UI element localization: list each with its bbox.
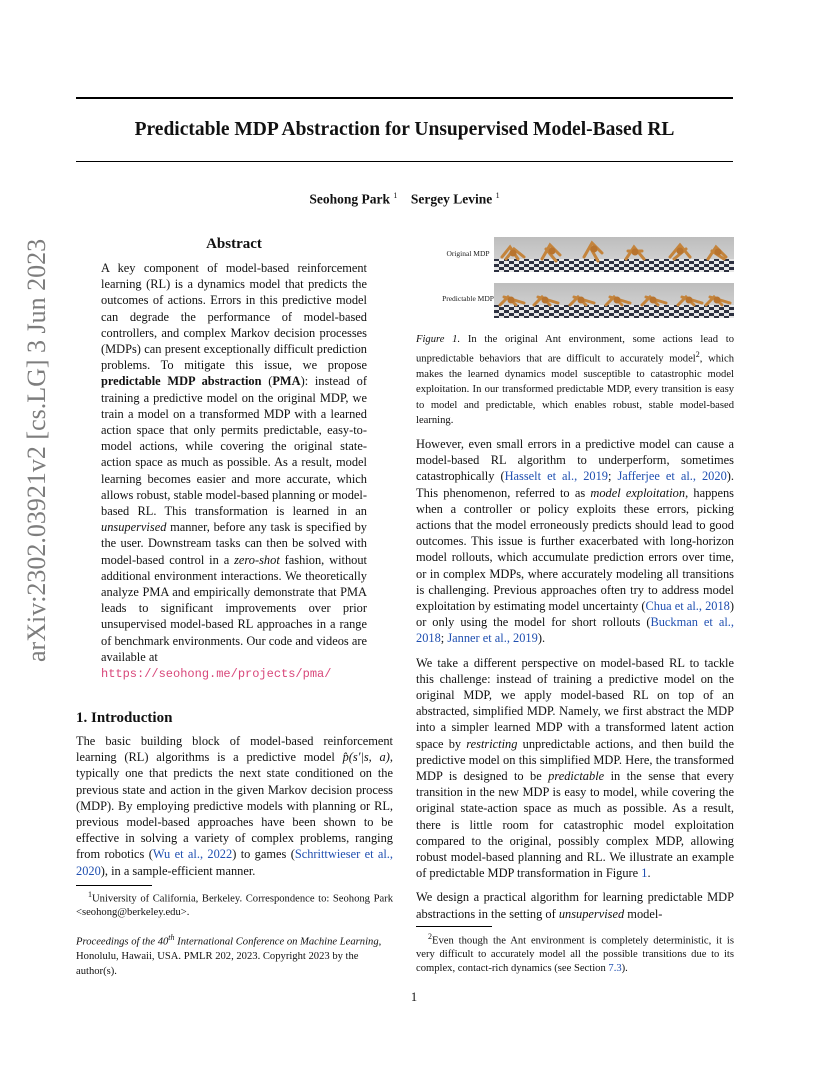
footnote-rule <box>416 926 492 927</box>
section-ref-link[interactable]: 7.3 <box>608 962 622 974</box>
author-affiliation-mark: 1 <box>495 191 500 200</box>
figure-caption: Figure 1. In the original Ant environment, some actions lead to unpredictable behaviors that are difficult to accurately model$^2$, which makes the learned dynamics model susceptible to catastrophic model exploitation. In our transformed predictable MDP, every transition is easy to model and predictable, which enables robust, stable model-based learning. <box>416 334 734 427</box>
paper-title: Predictable MDP Abstraction for Unsupervised Model-Based RL <box>134 119 675 140</box>
abstract-heading: Abstract <box>206 236 262 252</box>
paragraph: We take a different perspective on model-based RL to tackle this challenge: instead of training a predictive model on the original MDP, we apply model-based RL on top of an abstracted, simplified MDP. Namely, we first abstract the MDP into a simpler learned MDP with a transformed latent action space by restricting unpredictable actions, and then build the predictive model on this simplified MDP. Here, the transformed MDP is designed to be predictable in the sense that every transition in the new MDP is easy to model, while covering the original state-action space as much as possible. As a result, there is little room for catastrophic model exploitation compared to the original, possibly complex MDP, allowing robust model-based planning and RL. We illustrate an example of predictable MDP transformation in Figure 1. <box>416 655 734 881</box>
author-name: Sergey Levine <box>410 191 493 207</box>
footnote-rule <box>76 885 152 886</box>
ant-predictable-image <box>494 283 734 318</box>
math-predictive-model: p̂(s′|s, a) <box>342 750 390 765</box>
title-bottom-rule <box>76 161 733 162</box>
citation-link[interactable]: Jafferjee et al., 2020 <box>617 469 727 484</box>
figure-label-predictable: Predictable MDP <box>442 294 494 303</box>
footnote-ref[interactable]: 2 <box>695 350 700 360</box>
proceedings-note: Proceedings of the 40th International Conference on Machine Learning, Honolulu, Hawaii, USA. PMLR 202, 2023. Copyright 2023 by the author(s). <box>76 933 382 977</box>
footnote-ant: $^2$Even though the Ant environment is completely deterministic, it is very difficult to accurately model all the possible transitions due to its complex, contact-rich dynamics (see Section 7.3). <box>416 932 734 974</box>
author-affiliation-mark: 1 <box>393 191 398 200</box>
project-url-link[interactable]: https://seohong.me/projects/pma/ <box>101 667 332 682</box>
ant-original-image <box>494 237 734 272</box>
paragraph: However, even small errors in a predictive model can cause a model-based RL algorithm to underperform, sometimes catastrophically (Hasselt et al., 2019; Jafferjee et al., 2020). This phenomenon, referred to as model exploitation, happens when a controller or policy exploits these errors, picking actions that the model erroneously predicts should lead to good outcomes. This issue is further exacerbated with long-horizon model rollouts, which accumulate prediction errors over time, or in complex MDPs, where accurately modeling all transitions is challenging. Previous approaches often try to address model exploitation by estimating model uncertainty (Chua et al., 2018) or only using the model for short rollouts (Buckman et al., 2018; Janner et al., 2019). <box>416 437 735 646</box>
title-top-rule <box>76 97 733 99</box>
method-name: predictable MDP abstraction <box>101 374 262 389</box>
section-heading-introduction: 1. Introduction <box>76 710 173 726</box>
citation-link[interactable]: Chua et al., 2018 <box>645 599 730 614</box>
page-number: 1 <box>410 990 418 1004</box>
method-acronym: PMA <box>272 374 301 389</box>
figure-ref-link[interactable]: 1 <box>641 866 648 881</box>
arxiv-stamp: arXiv:2302.03921v2 [cs.LG] 3 Jun 2023 <box>22 238 51 662</box>
figure-label-original: Original MDP <box>446 249 490 258</box>
author-name: Seohong Park <box>309 191 391 207</box>
introduction-text: The basic building block of model-based reinforcement learning (RL) algorithms is a predictive model p̂(s′|s, a), typically one that predicts the next state conditioned on the previous state and action in the given Markov decision process (MDP). By employing predictive models with planning or RL, previous model-based approaches have been shown to be effective in solving a variety of complex problems, ranging from robotics (Wu et al., 2022) to games (Schrittwieser et al., 2020), in a sample-efficient manner. <box>76 734 394 878</box>
footnote-affiliation: $^1$University of California, Berkeley. Correspondence to: Seohong Park <seohong@berkeley.edu>. <box>76 890 393 919</box>
citation-link[interactable]: Schrittwieser et al., 2020 <box>76 847 394 878</box>
citation-link[interactable]: Hasselt et al., 2019 <box>504 469 608 484</box>
right-column-text <box>416 436 734 922</box>
author-list <box>76 191 733 208</box>
citation-link[interactable]: Wu et al., 2022 <box>152 847 233 862</box>
figure-caption-label: Figure 1. <box>416 334 461 345</box>
paragraph: We design a practical algorithm for learning predictable MDP abstractions in the setting of unsupervised model- <box>416 890 734 921</box>
abstract-text: A key component of model-based reinforcement learning (RL) is a dynamics model that predicts the outcomes of actions. Errors in this predictive model can degrade the performance of model-based controllers, and complex Markov decision processes (MDPs) can present exceptionally difficult prediction problems. To mitigate this issue, we propose predictable MDP abstraction (PMA): instead of training a predictive model on the original MDP, we train a model on a transformed MDP with a learned action space that only permits predictable, easy-to-model actions, while covering the original state-action space as much as possible. As a result, model learning becomes easier and more accurate, which allows robust, stable model-based planning or model-based RL. This transformation is learned in an unsupervised manner, before any task is specified by the user. Downstream tasks can then be solved with model-based control in a zero-shot fashion, without additional environment interactions. We theoretically analyze PMA and empirically demonstrate that PMA leads to significant improvements over prior unsupervised model-based RL approaches in a range of benchmark environments. Our code and videos are available at https://seohong.me/projects/pma/ <box>101 261 367 682</box>
citation-link[interactable]: Janner et al., 2019 <box>447 631 538 646</box>
citation-link[interactable]: Buckman et al., 2018 <box>416 615 734 646</box>
